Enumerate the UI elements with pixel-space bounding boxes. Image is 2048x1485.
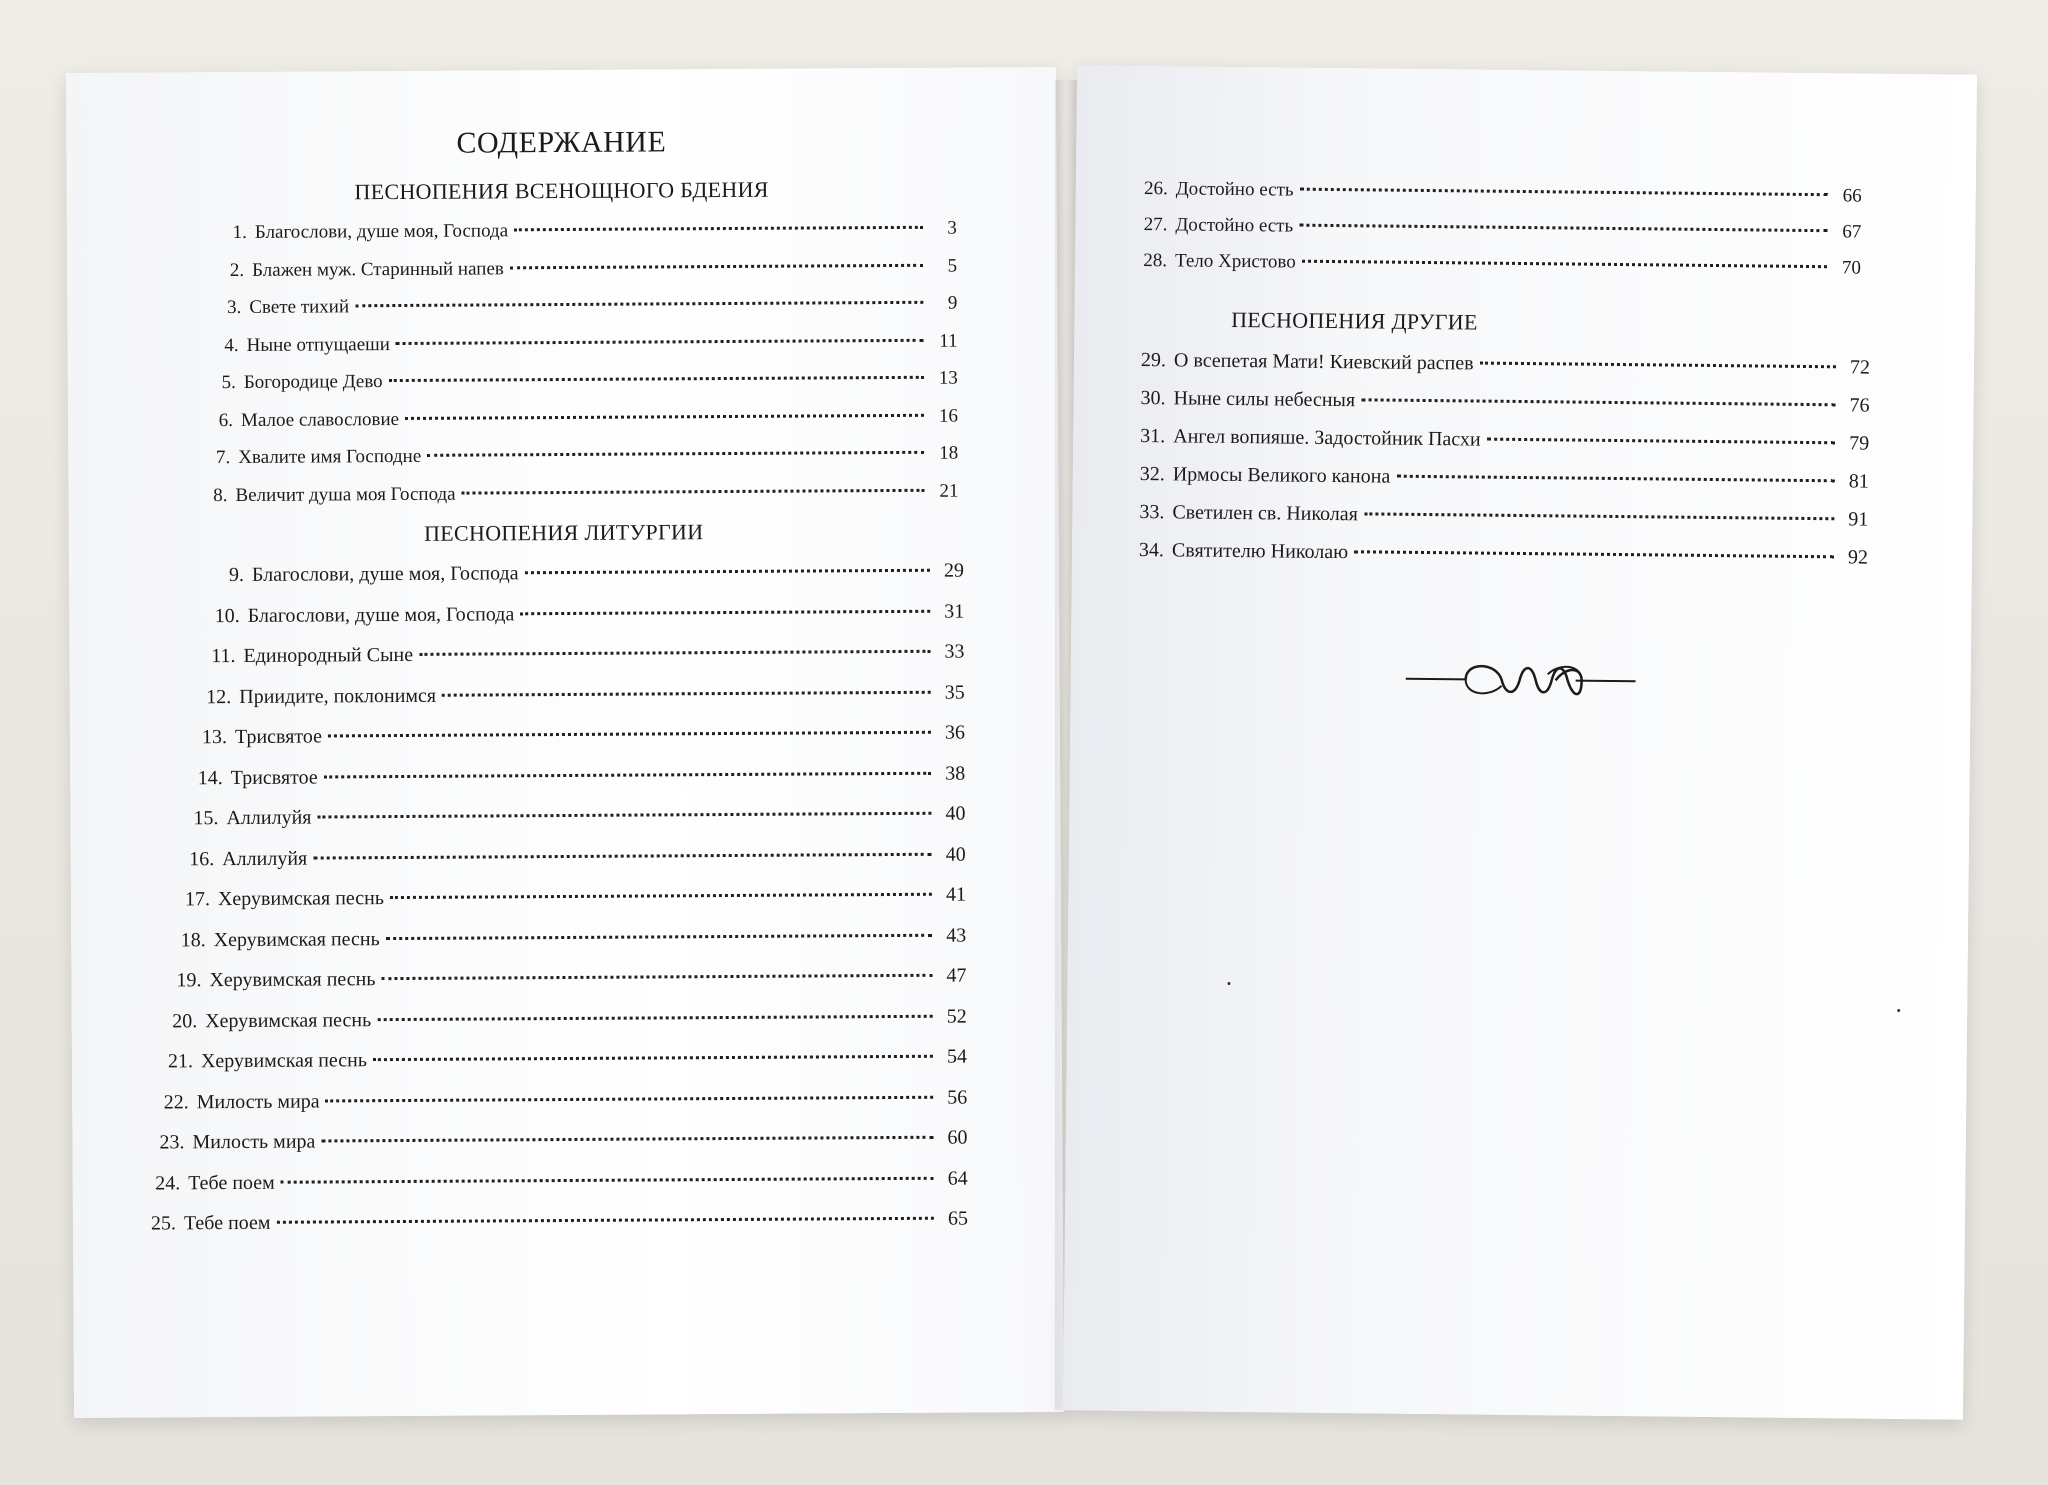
toc-entry-number: 30. [1140,387,1166,410]
toc-entry-page-number: 11 [939,330,958,352]
dot-leader [405,413,924,419]
toc-entry-page-number: 47 [946,964,967,987]
toc-entry-number: 2. [229,259,245,281]
dot-leader [381,974,932,980]
toc-entry-title: Трисвятое [230,766,318,789]
toc-entry-number: 10. [214,604,240,627]
toc-entry-title: Херувимская песнь [200,1049,368,1073]
toc-entry-title: О всепетая Мати! Киевский распев [1173,349,1474,375]
section-heading-liturgy: ПЕСНОПЕНИЯ ЛИТУРГИИ [423,519,704,546]
toc-entry-number: 28. [1143,250,1168,272]
toc-entry-page-number: 52 [946,1005,967,1028]
toc-entry-title: Малое славословие [240,408,400,431]
toc-entry-number: 17. [184,888,211,911]
toc-entry-title: Благослови, душе моя, Господа [254,220,509,243]
dot-leader [520,609,930,615]
toc-entry [153,1046,967,1074]
toc-entry [1131,214,1861,244]
dot-leader [324,771,931,778]
toc-entry-page-number: 40 [945,843,966,866]
toc-entry-number: 33. [1139,501,1165,524]
toc-entry-title: Аллилуйя [226,806,312,830]
toc-entry [1129,463,1869,494]
toc-entry [144,1127,967,1155]
toc-entry-title: Херувимская песнь [205,1008,372,1032]
toc-entry-title: Тело Христово [1174,250,1296,273]
toc-entry-page-number: 56 [947,1086,968,1109]
toc-entry [204,255,957,282]
toc-entry-number: 13. [201,726,228,749]
toc-entry [1129,425,1869,456]
toc-entry [190,443,958,470]
toc-entry [201,293,957,320]
dot-leader [1361,398,1835,406]
dot-leader [1396,475,1835,483]
toc-entry-number: 34. [1138,539,1165,562]
stray-mark [1897,1009,1900,1012]
toc-entry-page-number: 70 [1841,257,1862,279]
toc-entry-title: Тебе поем [188,1171,275,1194]
toc-entry-page-number: 41 [945,883,967,906]
toc-entry-number: 24. [155,1171,181,1195]
toc-entry-number: 12. [206,685,232,708]
toc-entry-number: 4. [224,334,239,356]
toc-entry-page-number: 66 [1842,185,1862,207]
toc-entry-title: Херувимская песнь [209,968,376,992]
toc-entry-page-number: 38 [945,762,966,785]
toc-entry [1130,349,1870,380]
toc-entry-title: Херувимская песнь [213,927,380,951]
toc-entry-title: Благослови, душе моя, Господа [247,602,515,627]
toc-entry-title: Приидите, поклонимся [239,684,437,708]
toc-entry-title: Святителю Николаю [1171,539,1349,564]
toc-entry-number: 15. [193,807,219,830]
toc-entry-page-number: 16 [938,405,959,427]
toc-entry-title: Ирмосы Великого канона [1172,463,1391,488]
toc-entry [187,722,965,750]
toc-entry [178,803,965,831]
toc-entry-page-number: 36 [944,721,966,744]
toc-entry-page-number: 21 [939,480,959,502]
toc-entry-title: Ныне отпущаеши [246,333,390,356]
toc-entry-page-number: 31 [944,600,965,623]
dot-leader [1300,188,1828,197]
dot-leader [427,451,924,457]
dot-leader [326,1095,934,1102]
toc-entry-title: Тебе поем [183,1211,271,1235]
toc-entry-title: Благослови, душе моя, Господа [251,562,519,586]
toc-entry-title: Достойно есть [1175,214,1294,237]
toc-entry-page-number: 40 [945,802,966,825]
dot-leader [373,1055,933,1061]
right-page [1063,65,1977,1419]
toc-entry [183,762,966,790]
toc-entry-title: Светилен св. Николая [1172,501,1359,526]
toc-entry-page-number: 35 [944,681,965,704]
dot-leader [355,301,923,307]
dot-leader [389,376,924,382]
toc-entry-title: Милость мира [192,1130,316,1154]
toc-entry-page-number: 54 [946,1045,967,1068]
toc-entry [1128,501,1868,532]
toc-entry-number: 19. [176,969,202,992]
dot-leader [1480,362,1836,369]
toc-entry [170,884,966,912]
toc-entry [161,965,966,993]
toc-entry [193,405,958,432]
toc-entry-number: 3. [227,296,242,319]
toc-entry-title: Величит душа моя Господа [235,483,456,506]
toc-entry [1128,539,1868,570]
toc-entry-page-number: 76 [1849,394,1870,417]
toc-entry-number: 16. [189,847,215,870]
ornament-flourish [1405,655,1636,707]
toc-entry [166,924,967,952]
toc-entry [1132,178,1862,208]
toc-entry-title: Ныне силы небесныя [1173,387,1356,412]
stray-mark [1227,982,1230,985]
toc-entry-page-number: 65 [947,1207,968,1230]
toc-entry-page-number: 29 [943,559,965,582]
toc-entry-number: 20. [172,1009,198,1032]
dot-leader [277,1217,934,1224]
section-heading-other: ПЕСНОПЕНИЯ ДРУГИЕ [1231,306,1478,335]
toc-entry-page-number: 3 [947,217,957,239]
dot-leader [462,488,925,494]
toc-entry-number: 21. [167,1050,194,1073]
toc-entry-page-number: 79 [1849,432,1870,455]
dot-leader [1364,512,1834,520]
dot-leader [525,569,930,574]
dot-leader [390,893,932,899]
toc-entry-number: 6. [218,409,234,431]
toc-entry-number: 11. [211,645,236,668]
toc-entry-number: 9. [228,563,245,587]
toc-entry-page-number: 9 [947,292,958,314]
left-page [66,67,1064,1418]
dot-leader [1299,224,1827,233]
toc-entry-number: 31. [1140,425,1166,448]
toc-entry-number: 26. [1143,178,1168,200]
toc-entry-title: Аллилуйя [222,847,308,870]
toc-entry-page-number: 64 [947,1167,968,1190]
toc-entry-number: 1. [232,221,247,244]
toc-entry [136,1208,968,1236]
toc-entry-number: 27. [1143,214,1168,236]
toc-entry-number: 7. [215,447,231,469]
toc-entry [200,600,965,628]
toc-entry-page-number: 92 [1847,546,1869,569]
dot-leader [317,812,931,819]
toc-entry [196,368,958,395]
dot-leader [1487,438,1835,445]
toc-entry-page-number: 72 [1849,356,1871,379]
dot-leader [442,690,931,696]
toc-entry-number: 22. [163,1090,189,1113]
section-heading-vigil: ПЕСНОПЕНИЯ ВСЕНОЩНОГО БДЕНИЯ [354,176,769,205]
dot-leader [281,1176,934,1183]
toc-entry-page-number: 60 [947,1126,968,1149]
toc-entry [204,560,964,588]
toc-entry-number: 5. [221,372,236,394]
dot-leader [514,226,923,231]
dot-leader [419,650,930,656]
toc-entry [1129,387,1869,418]
toc-entry-title: Свете тихий [249,296,350,318]
toc-entry-page-number: 5 [947,255,958,277]
toc-entry [1131,250,1861,280]
toc-entry-number: 18. [180,928,206,951]
toc-entry [191,681,965,709]
dot-leader [386,933,932,939]
toc-entry [187,480,958,507]
toc-entry-title: Блажен муж. Старинный напев [252,257,504,281]
toc-entry [157,1005,967,1033]
toc-entry-page-number: 18 [939,442,959,464]
toc-entry-number: 25. [150,1212,176,1235]
toc-entry-number: 8. [213,484,228,506]
toc-entry-page-number: 67 [1842,221,1862,243]
toc-entry-title: Ангел вопияше. Задостойник Пасхи [1173,425,1481,451]
toc-entry-number: 32. [1139,463,1165,486]
dot-leader [396,338,924,344]
dot-leader [321,1136,933,1143]
dot-leader [1302,260,1827,268]
dot-leader [377,1014,932,1020]
toc-entry-title: Единородный Сыне [243,643,414,667]
toc-entry-page-number: 91 [1848,508,1869,531]
toc-entry [199,330,958,357]
toc-entry-page-number: 13 [938,367,958,389]
toc-entry-number: 29. [1140,349,1167,372]
toc-entry [140,1167,968,1195]
toc-entry-title: Богородице Дево [243,371,383,393]
toc-entry-number: 14. [197,766,223,789]
toc-entry [174,843,966,871]
dot-leader [328,731,931,738]
contents-title: СОДЕРЖАНИЕ [456,125,667,160]
dot-leader [1354,550,1834,558]
toc-entry [207,218,957,245]
toc-entry [149,1086,968,1114]
toc-entry-page-number: 81 [1848,470,1869,493]
toc-entry-title: Хвалите имя Господне [238,445,422,468]
toc-entry-title: Трисвятое [234,725,323,749]
toc-entry-page-number: 43 [946,924,967,947]
dot-leader [510,263,923,269]
toc-entry-title: Милость мира [196,1090,320,1113]
toc-entry-title: Достойно есть [1175,178,1294,201]
toc-entry-page-number: 33 [944,640,965,663]
toc-entry-number: 23. [159,1131,185,1154]
toc-entry-title: Херувимская песнь [217,887,385,911]
dot-leader [313,852,932,859]
toc-entry [195,641,964,669]
